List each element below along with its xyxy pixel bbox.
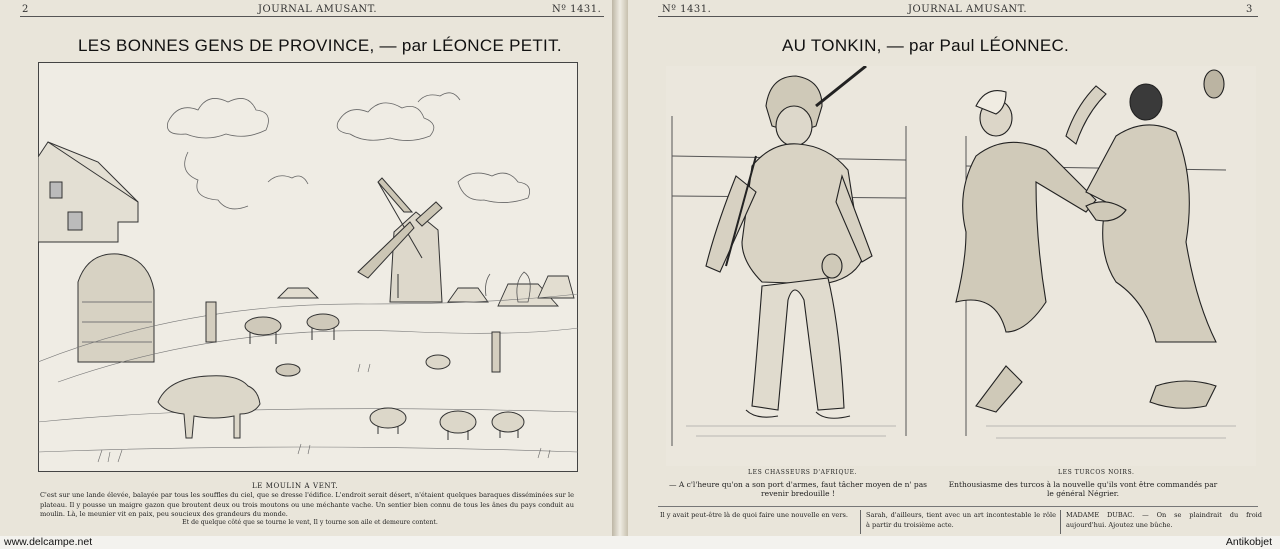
left-journal-name: JOURNAL AMUSANT.	[258, 4, 378, 15]
left-caption-verse: Et de quelque côté que se tourne le vent, Il y tourne son aile et demeure content.	[182, 519, 438, 526]
tonkin-drawing	[666, 66, 1256, 466]
column-divider-1	[860, 510, 861, 534]
columns-top-rule	[658, 506, 1258, 507]
turcos-caption-title: LES TURCOS NOIRS.	[1058, 469, 1135, 476]
page-gutter	[612, 0, 628, 536]
right-issue-number: Nº 1431.	[662, 4, 712, 15]
windmill-illustration	[38, 62, 578, 472]
windmill-drawing	[38, 62, 578, 472]
footer-left-watermark: www.delcampe.net	[4, 536, 93, 548]
left-page-title: LES BONNES GENS DE PROVINCE, — par LÉONCE PETIT.	[78, 36, 562, 55]
right-header-rule	[658, 16, 1258, 17]
footer-right-watermark: Antikobjet	[1225, 536, 1272, 548]
right-journal-name: JOURNAL AMUSANT.	[908, 4, 1028, 15]
column-1-text: Il y avait peut-être là de quoi faire une nouvelle en vers.	[660, 511, 848, 519]
chasseurs-caption-text: — A c'l'heure qu'on a son port d'armes, faut tâcher moyen de n' pas revenir bredouille !	[668, 480, 928, 498]
left-page-number: 2	[22, 4, 29, 15]
tonkin-illustration	[666, 66, 1256, 466]
column-3-text: MADAME DUBAC. — On se plaindrait du froid aujourd'hui. Ajoutez une bûche.	[1066, 511, 1262, 529]
left-caption-title: LE MOULIN A VENT.	[252, 482, 339, 490]
left-caption-text: C'est sur une lande élevée, balayée par tous les souffles du ciel, que se dresse l'édifice. L'endroit serait désert, n'étaient quelques baraques disséminées sur le plateau. Il y pousse un maigre gazon que broutent deux ou trois moutons ou une méchante vache. Un sentier bien connu de tous les ânes du pays conduit au moulin. Là, le meunier vit en paix, peu soucieux des grandeurs du monde.	[40, 491, 574, 519]
right-page	[628, 0, 1280, 536]
turcos-caption-text: Enthousiasme des turcos à la nouvelle qu'ils vont être commandés par le général Négrier.	[948, 480, 1218, 498]
column-2-text: Sarah, d'ailleurs, tient avec un art incontestable le rôle à partir du troisième acte.	[866, 511, 1056, 529]
column-divider-2	[1060, 510, 1061, 534]
footer-bar	[0, 536, 1280, 549]
left-issue-number: Nº 1431.	[552, 4, 602, 15]
right-page-number: 3	[1246, 4, 1253, 15]
right-page-title: AU TONKIN, — par Paul LÉONNEC.	[782, 36, 1070, 55]
left-header-rule	[20, 16, 604, 17]
chasseurs-caption-title: LES CHASSEURS D'AFRIQUE.	[748, 469, 858, 476]
left-page	[0, 0, 612, 536]
